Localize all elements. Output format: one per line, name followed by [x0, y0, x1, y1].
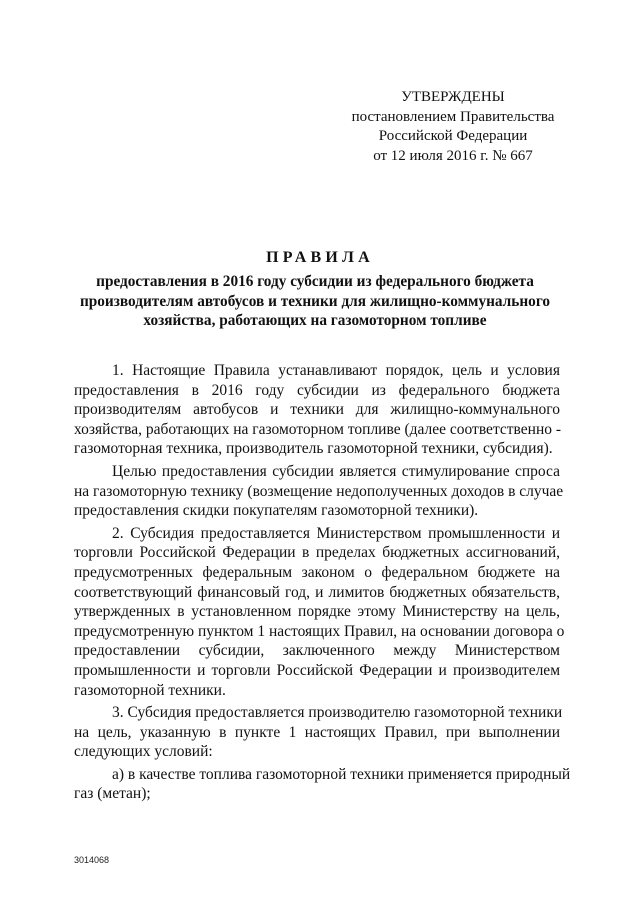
text-line: промышленности и торговли Российской Федерации и производителем [74, 661, 560, 679]
approval-authority: Российской Федерации [378, 128, 528, 144]
paragraph-1 [74, 361, 560, 459]
document-title: ПРАВИЛА [266, 249, 374, 266]
text-line: следующих условий: [74, 743, 213, 761]
text-line: предоставления скидки покупателям газомоторной техники). [74, 502, 479, 520]
paragraph-3 [74, 703, 563, 762]
approval-resolution: постановлением Правительства [351, 108, 555, 125]
text-line: предусмотренную пунктом 1 настоящих Правил, на основании договора о [74, 622, 565, 640]
subtitle-line: предоставления в 2016 году субсидии из федерального бюджета [96, 273, 534, 290]
document-body [74, 361, 571, 807]
subtitle-line: хозяйства, работающих на газомоторном топливе [143, 312, 487, 329]
text-line: предоставлении субсидии, заключенного между Министерством [74, 642, 560, 660]
text-line: газомоторная техника, производитель газомоторной техники, субсидия). [74, 440, 553, 458]
paragraph-3a [74, 765, 571, 804]
text-line: 1. Настоящие Правила устанавливают порядок, цель и условия [112, 362, 560, 379]
text-line: предоставления в 2016 году субсидии из федерального бюджета [74, 381, 560, 399]
text-line: газ (метан); [74, 785, 151, 803]
text-line: газомоторной техники. [74, 681, 226, 699]
text-line: утвержденных в установленном порядке этому Министерству на цель, [74, 603, 560, 621]
text-line: а) в качестве топлива газомоторной техники применяется природный [112, 765, 571, 783]
text-line: на газомоторную технику (возмещение недополученных доходов в случае [74, 482, 564, 500]
approval-date-number: от 12 июля 2016 г. № 667 [373, 147, 533, 164]
text-line: 3. Субсидия предоставляется производителю газомоторной техники [112, 704, 563, 722]
text-line: соответствующий финансовый год, и лимитов бюджетных обязательств, [74, 583, 560, 601]
approval-block [330, 88, 576, 166]
document-subtitle [70, 272, 560, 331]
text-line: торговли Российской Федерации в пределах бюджетных ассигнований, [74, 544, 560, 562]
text-line: предусмотренных федеральным законом о федеральном бюджете на [74, 563, 560, 581]
text-line: 2. Субсидия предоставляется Министерством промышленности и [112, 524, 560, 542]
paragraph-purpose [74, 462, 564, 521]
document-code: 3014068 [74, 855, 110, 865]
text-line: на цель, указанную в пункте 1 настоящих Правил, при выполнении [74, 723, 560, 741]
text-line: хозяйства, работающих на газомоторном топливе (далее соответственно - [74, 420, 562, 438]
subtitle-line: производителям автобусов и техники для жилищно-коммунального [79, 292, 551, 310]
text-line: производителям автобусов и техники для жилищно-коммунального [74, 401, 560, 419]
text-line: Целью предоставления субсидии является стимулирование спроса [112, 462, 560, 480]
paragraph-2 [74, 524, 565, 700]
approval-heading: УТВЕРЖДЕНЫ [401, 89, 505, 105]
